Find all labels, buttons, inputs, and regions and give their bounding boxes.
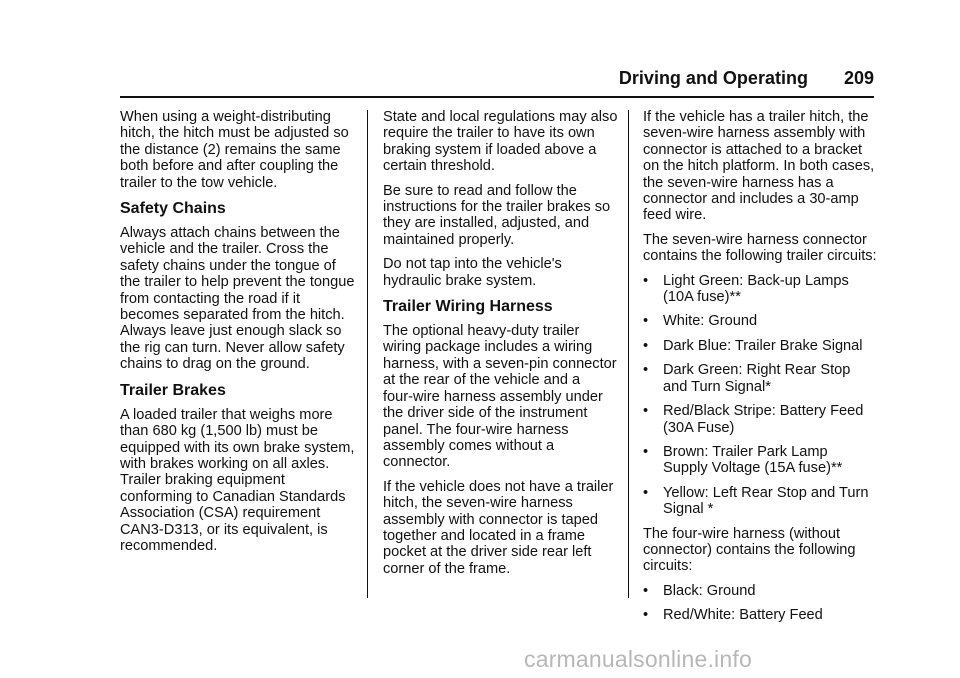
bullet-icon: • [643, 362, 649, 379]
list-item: • Brown: Trailer Park Lamp Supply Voltage (15A fuse)** [643, 443, 843, 477]
bullet-icon: • [643, 607, 649, 624]
bullet-icon: • [643, 272, 649, 289]
column-divider [367, 110, 368, 598]
list-item: • Red/Black Stripe: Battery Feed (30A Fuse) [643, 403, 864, 436]
bullet-icon: • [643, 337, 649, 354]
page-number: 209 [843, 68, 874, 88]
heading-trailer-brakes: Trailer Brakes [120, 381, 226, 399]
heading-trailer-wiring-harness: Trailer Wiring Harness [383, 298, 553, 316]
page-header [120, 68, 874, 98]
list-item: • Black: Ground [643, 582, 756, 599]
list-item: • Dark Green: Right Rear Stop and Turn Signal* [643, 362, 851, 395]
bullet-icon: • [643, 403, 649, 420]
column-divider [628, 110, 629, 598]
column-1 [120, 109, 356, 562]
paragraph: If the vehicle does not have a trailer hitch, the seven-wire harness assembly with connector is taped together and located in a frame pocket at the driver side rear left corner of the frame. [383, 478, 614, 577]
heading-safety-chains: Safety Chains [120, 200, 226, 218]
paragraph: Do not tap into the vehicle's hydraulic brake system. [383, 256, 562, 289]
list-item: • Red/White: Battery Feed [643, 607, 823, 624]
watermark: carmanualsonline.info [524, 646, 752, 672]
paragraph: If the vehicle has a trailer hitch, the seven-wire harness assembly with connector is attached to a bracket on the hitch platform. In both cases, the seven-wire harness has a connector and includes a 30-amp feed wire. [643, 109, 875, 224]
paragraph: When using a weight-distributing hitch, the hitch must be adjusted so the distance (2) remains the same both before and after coupling the trailer to the tow vehicle. [120, 109, 349, 191]
bullet-icon: • [643, 443, 649, 460]
paragraph: State and local regulations may also require the trailer to have its own braking system if loaded above a certain threshold. [383, 109, 618, 175]
four-wire-circuit-list [643, 583, 879, 624]
paragraph: A loaded trailer that weighs more than 680 kg (1,500 lb) must be equipped with its own brake system, with brakes working on all axles. Trailer braking equipment conforming to Canadian Standards Association (CSA) requirement CAN3-D313, or its equivalent, is recommended. [120, 406, 355, 554]
paragraph: Always attach chains between the vehicle and the trailer. Cross the safety chains under the tongue of the trailer to help prevent the tongue from contacting the road if it becomes separated from the hitch. Always leave just enough slack so the rig can turn. Never allow safety chains to drag on the ground. [120, 225, 355, 373]
section-title: Driving and Operating [618, 68, 808, 88]
column-2 [383, 109, 619, 585]
bullet-icon: • [643, 313, 649, 330]
list-item: • Yellow: Left Rear Stop and Turn Signal * [643, 484, 869, 518]
seven-wire-circuit-list [643, 273, 879, 518]
list-item: • White: Ground [643, 313, 758, 330]
paragraph: The optional heavy-duty trailer wiring package includes a wiring harness, with a seven-pin connector at the rear of the vehicle and a four-wire harness assembly under the driver side of the instrument panel. The four-wire harness assembly comes without a connector. [383, 323, 617, 471]
paragraph: Be sure to read and follow the instructions for the trailer brakes so they are installed, adjusted, and maintained properly. [383, 182, 611, 248]
paragraph: The seven-wire harness connector contains the following trailer circuits: [643, 231, 877, 265]
column-3 [643, 109, 879, 632]
list-item: • Light Green: Back-up Lamps (10A fuse)** [643, 272, 849, 306]
bullet-icon: • [643, 484, 649, 501]
bullet-icon: • [643, 582, 649, 599]
paragraph: The four-wire harness (without connector) contains the following circuits: [643, 525, 856, 575]
list-item: • Dark Blue: Trailer Brake Signal [643, 337, 863, 354]
